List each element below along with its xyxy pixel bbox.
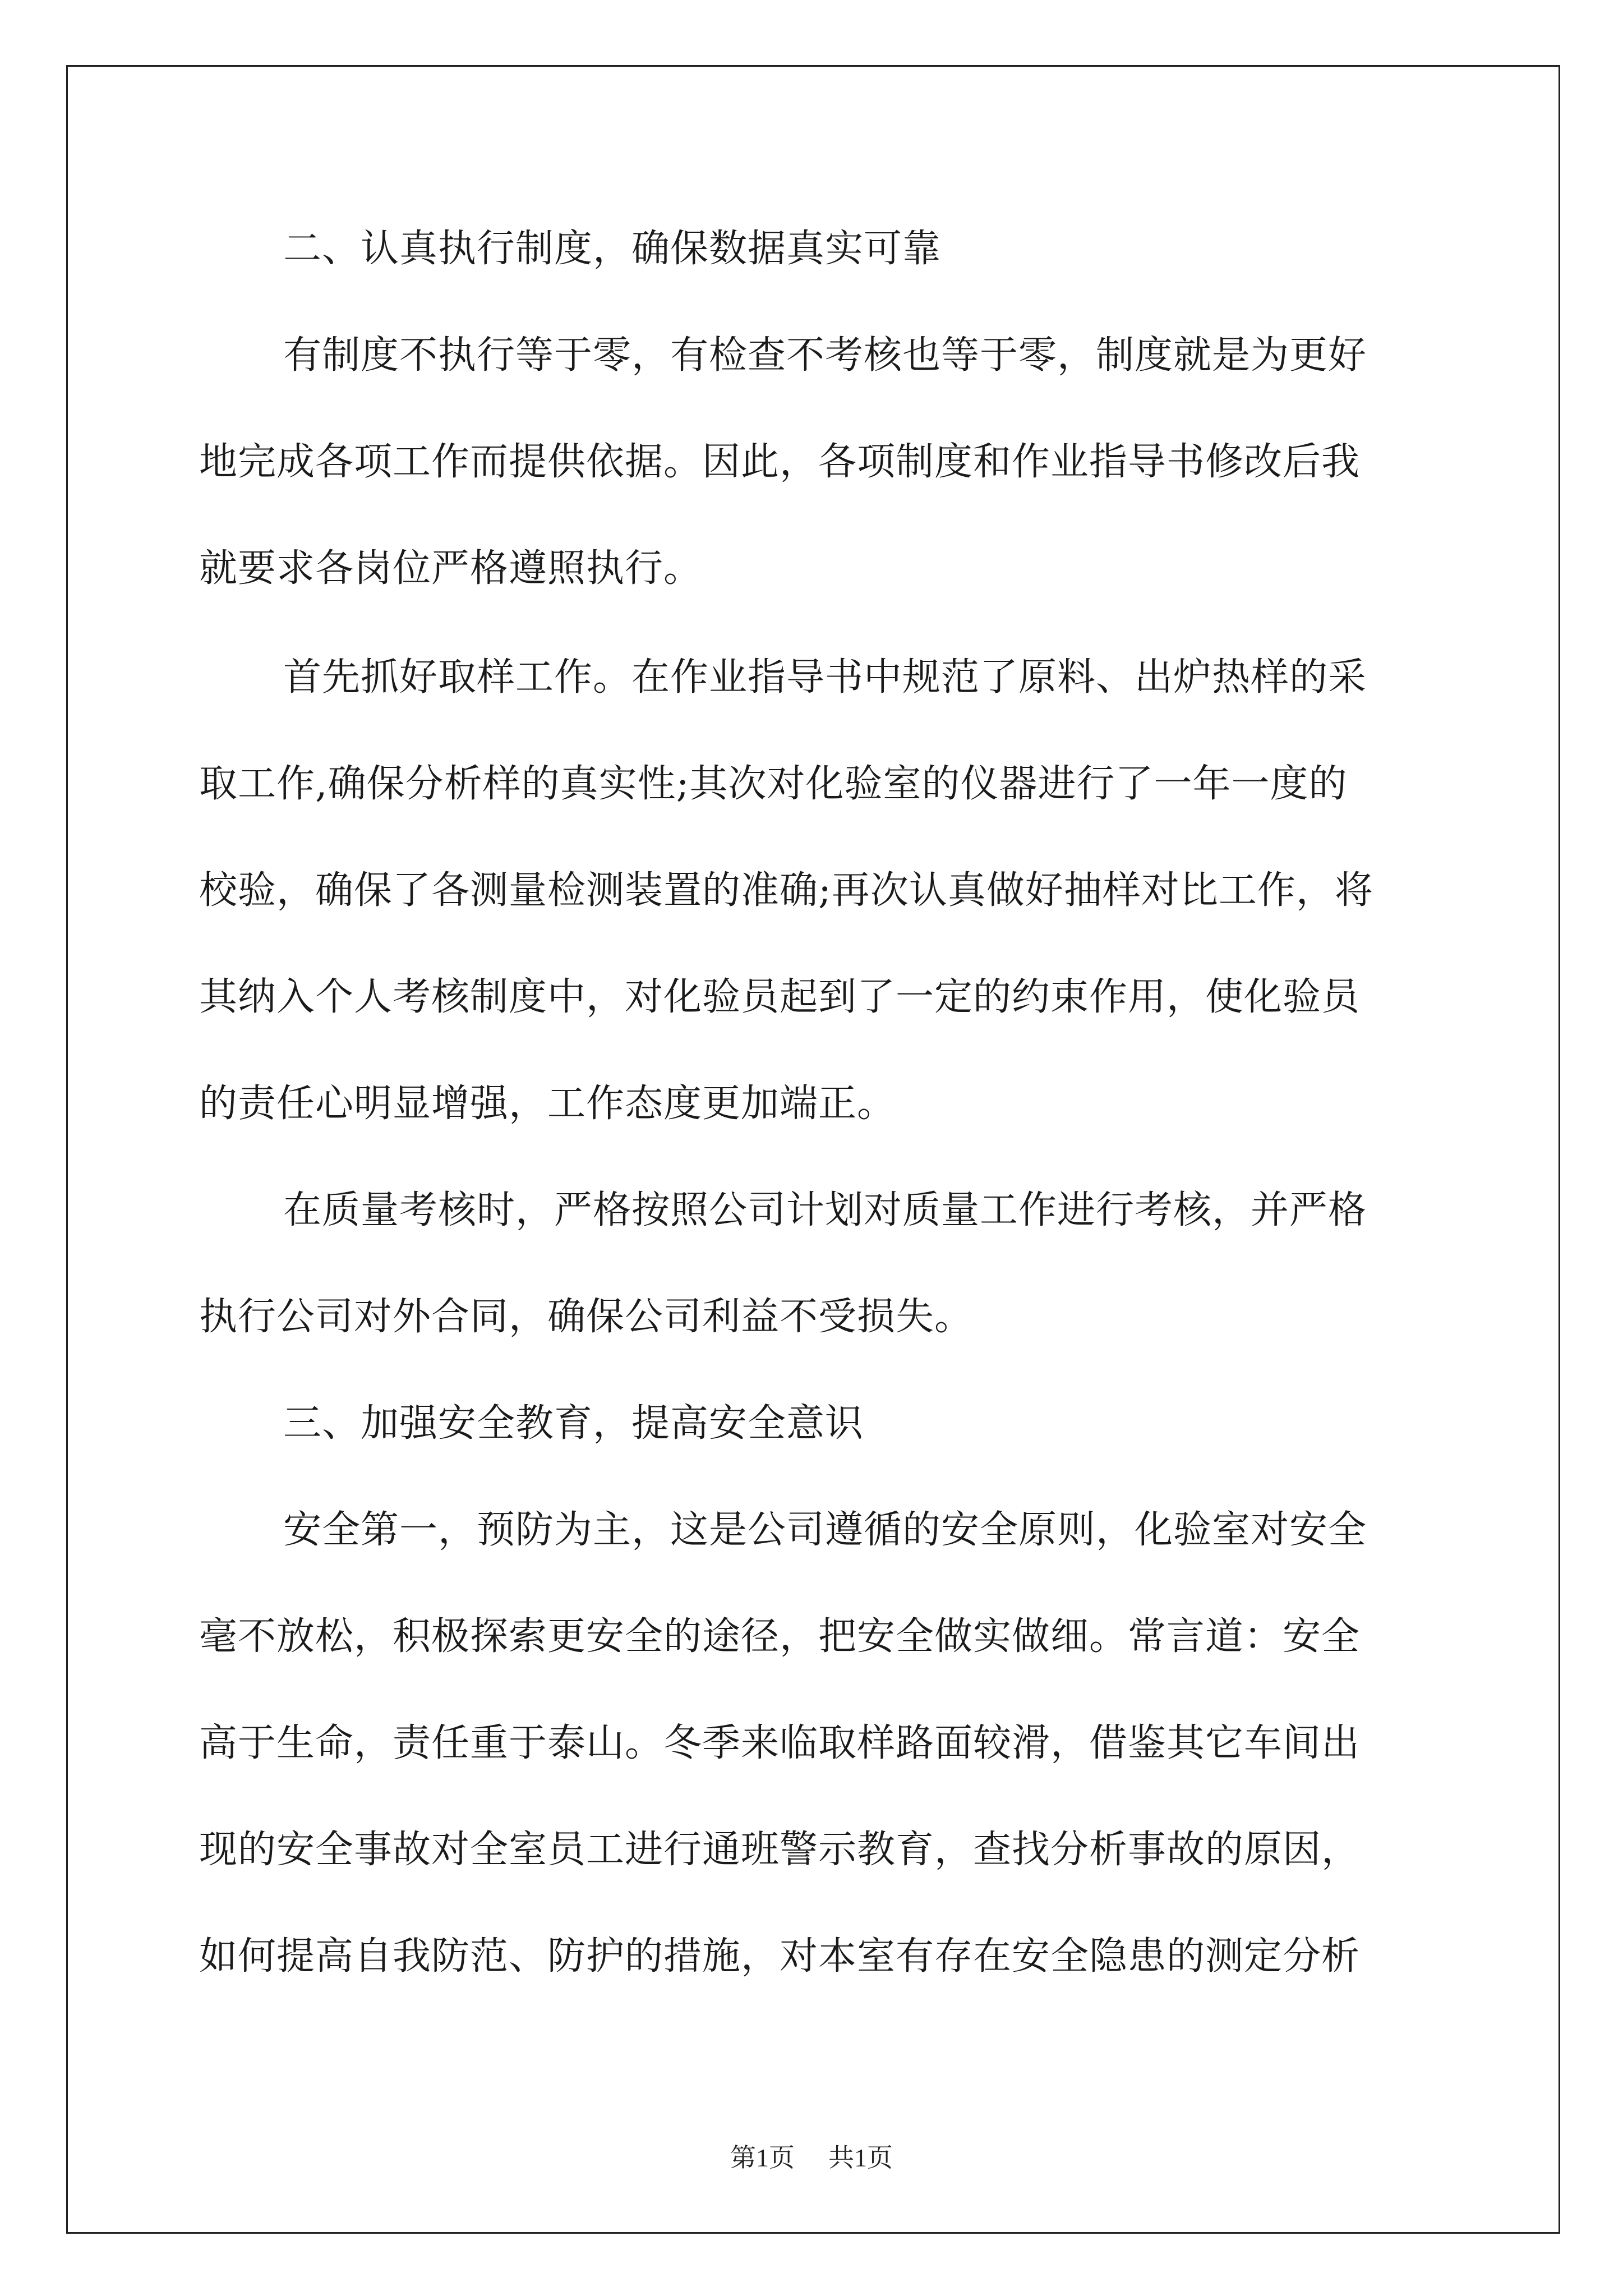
paragraph-line: 如何提高自我防范、防护的措施，对本室有存在安全隐患的测定分析: [199, 1934, 1361, 1978]
paragraph-line: 执行公司对外合同，确保公司利益不受损失。: [199, 1295, 974, 1339]
paragraph-line: 首先抓好取样工作。在作业指导书中规范了原料、出炉热样的采: [283, 655, 1367, 700]
paragraph-line: 在质量考核时，严格按照公司计划对质量工作进行考核，并严格: [283, 1188, 1367, 1232]
paragraph-line: 高于生命，责任重于泰山。冬季来临取样路面较滑，借鉴其它车间出: [199, 1721, 1361, 1765]
paragraph-line: 就要求各岗位严格遵照执行。: [199, 546, 703, 591]
paragraph-line: 有制度不执行等于零，有检查不考核也等于零，制度就是为更好: [283, 333, 1367, 378]
page-total: 共1页: [828, 2143, 893, 2172]
paragraph-line: 地完成各项工作而提供依据。因此，各项制度和作业指导书修改后我: [199, 440, 1361, 484]
paragraph-line: 现的安全事故对全室员工进行通班警示教育，查找分析事故的原因，: [199, 1828, 1361, 1872]
paragraph-line: 校验，确保了各测量检测装置的准确;再次认真做好抽样对比工作，将: [199, 868, 1373, 913]
page-footer: [0, 2137, 1623, 2174]
section-heading-3: 三、加强安全教育，提高安全意识: [283, 1401, 864, 1446]
paragraph-line: 毫不放松，积极探索更安全的途径，把安全做实做细。常言道：安全: [199, 1614, 1361, 1659]
section-heading-2: 二、认真执行制度，确保数据真实可靠: [283, 227, 942, 271]
paragraph-line: 安全第一，预防为主，这是公司遵循的安全原则，化验室对安全: [283, 1508, 1367, 1552]
paragraph-line: 其纳入个人考核制度中，对化验员起到了一定的约束作用，使化验员: [199, 975, 1361, 1019]
paragraph-line: 取工作,确保分析样的真实性;其次对化验室的仪器进行了一年一度的: [199, 762, 1348, 806]
page-number: 第1页: [730, 2143, 795, 2172]
page-border: [66, 65, 1560, 2234]
paragraph-line: 的责任心明显增强，工作态度更加端正。: [199, 1082, 896, 1126]
